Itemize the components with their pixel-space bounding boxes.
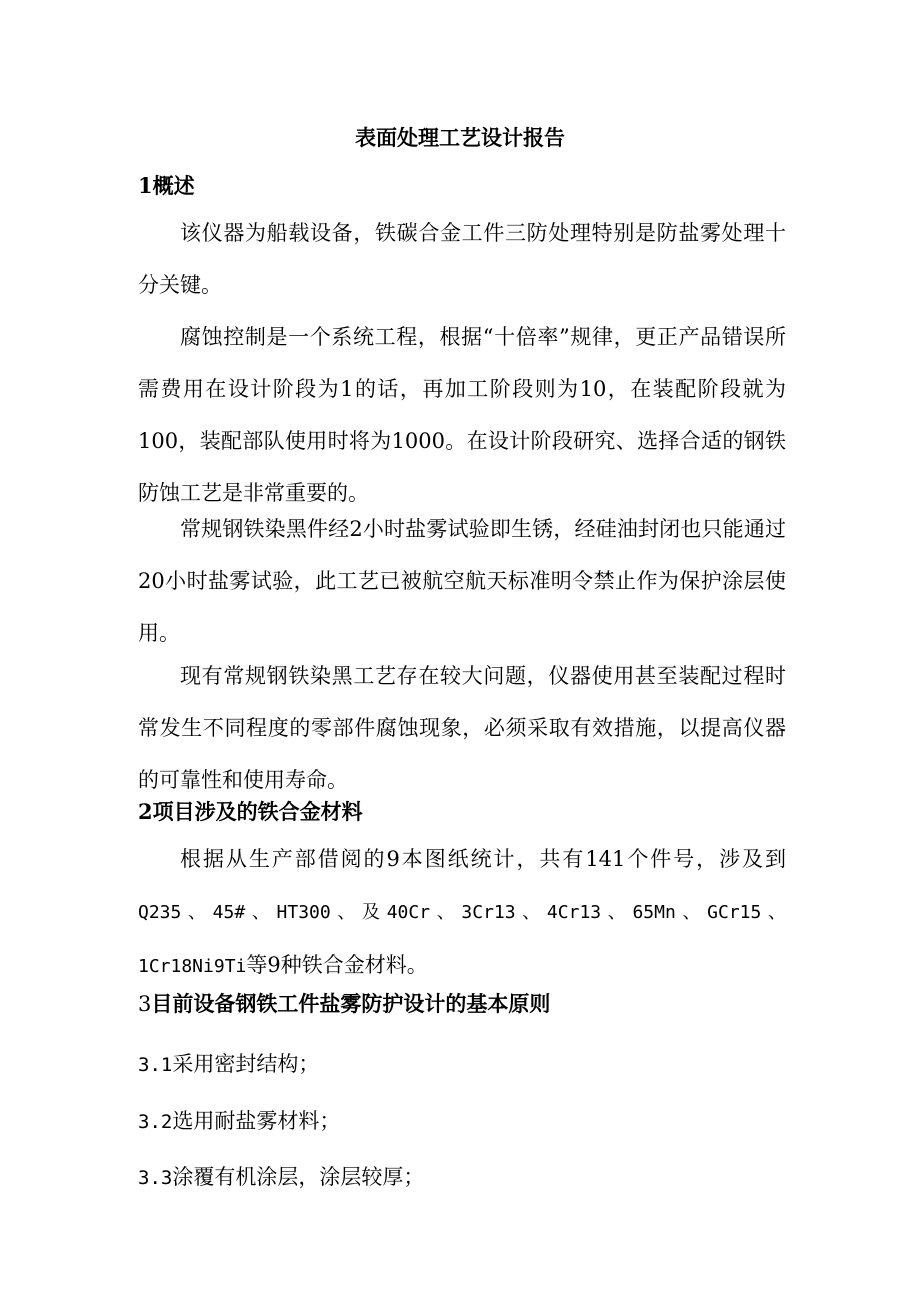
principle-item <box>138 1107 340 1136</box>
section-1-paragraph-4: 现有常规钢铁染黑工艺存在较大问题，仪器使用甚至装配过程时常发生不同程度的零部件腐蚀现象，必须采取有效措施，以提高仪器的可靠性和使用寿命。 <box>138 664 786 792</box>
section-1-paragraph-3: 常规钢铁染黑件经2小时盐雾试验即生锈，经硅油封闭也只能通过20小时盐雾试验，此工艺已被航空航天标准明令禁止作为保护涂层使用。 <box>138 517 786 645</box>
principle-text: 选用耐盐雾材料； <box>172 1109 341 1133</box>
section-1-number: 1 <box>138 173 153 198</box>
materials-list: Q235、45#、HT300、及40Cr、3Cr13、4Cr13、65Mn、GCr15、1Cr18Ni9Ti <box>138 902 786 977</box>
principle-number: 3.3 <box>138 1167 173 1189</box>
principle-item <box>138 1163 424 1192</box>
principle-item <box>138 1050 319 1079</box>
section-2-heading <box>138 798 363 826</box>
principle-text: 涂覆有机涂层，涂层较厚； <box>172 1165 425 1189</box>
section-2-paragraph-part-1: 根据从生产部借阅的9本图纸统计，共有141个件号，涉及到 <box>180 847 786 871</box>
principle-number: 3.1 <box>138 1054 173 1076</box>
section-1-paragraph-2: 腐蚀控制是一个系统工程，根据“十倍率”规律，更正产品错误所需费用在设计阶段为1的话，再加工阶段则为10，在装配阶段就为100，装配部队使用时将为1000。在设计阶段研究、选择合适的钢铁防蚀工艺是非常重要的。 <box>138 325 786 505</box>
section-1-title: 概述 <box>152 173 195 198</box>
section-2-title: 项目涉及的铁合金材料 <box>152 799 363 824</box>
section-3-heading <box>138 990 550 1018</box>
document-title: 表面处理工艺设计报告 <box>355 125 565 150</box>
section-3-number: 3 <box>138 992 152 1016</box>
principle-number: 3.2 <box>138 1111 173 1133</box>
section-1-heading <box>138 172 195 200</box>
section-2-paragraph <box>138 833 786 993</box>
principle-text: 采用密封结构； <box>172 1052 320 1076</box>
section-3-title: 目前设备钢铁工件盐雾防护设计的基本原则 <box>151 991 551 1016</box>
section-2-paragraph-part-2: 等9种铁合金材料。 <box>246 953 428 977</box>
section-2-number: 2 <box>138 799 153 824</box>
section-1-paragraph-1: 该仪器为船载设备，铁碳合金工件三防处理特别是防盐雾处理十分关键。 <box>138 221 786 297</box>
